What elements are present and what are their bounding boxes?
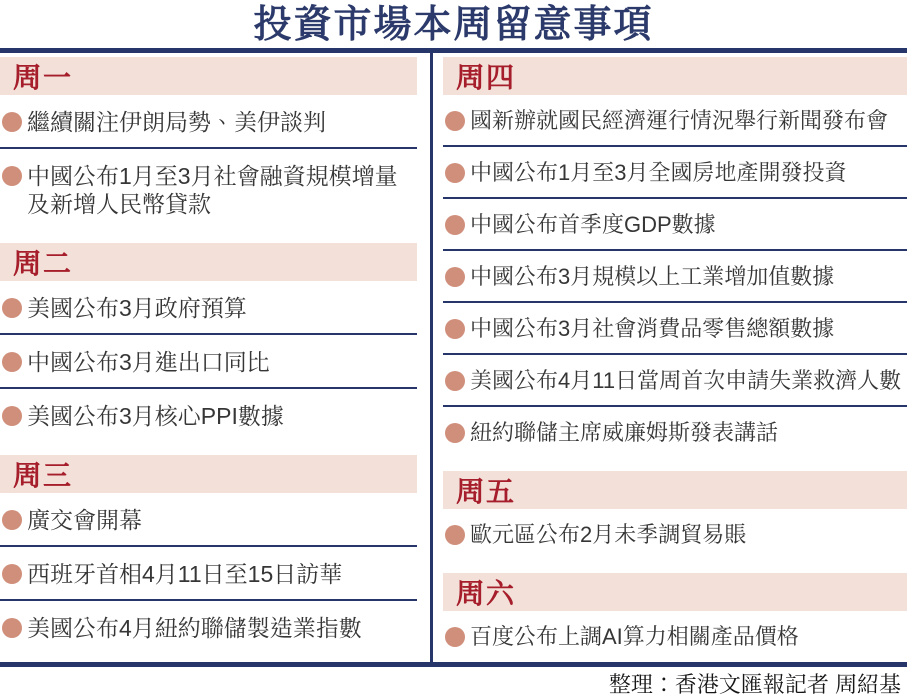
list-item (0, 149, 417, 229)
bullet-icon (445, 319, 465, 339)
list-item (0, 335, 417, 389)
bullet-icon (2, 298, 22, 318)
day-header-saturday (443, 573, 907, 611)
day-label: 周四 (456, 62, 517, 93)
bullet-icon (445, 525, 465, 545)
item-text: 美國公布3月政府預算 (27, 295, 247, 321)
day-header-monday (0, 57, 417, 95)
list-item (0, 601, 417, 653)
list-item (443, 95, 907, 147)
item-text: 西班牙首相4月11日至15日訪華 (27, 561, 343, 587)
item-text: 繼續關注伊朗局勢、美伊談判 (27, 109, 326, 135)
list-item (443, 251, 907, 303)
list-item (443, 355, 907, 407)
day-label: 周三 (13, 460, 74, 491)
list-item (443, 611, 907, 661)
item-text: 歐元區公布2月未季調貿易賬 (470, 522, 747, 547)
day-label: 周二 (13, 248, 74, 279)
list-item (0, 95, 417, 149)
list-item (0, 281, 417, 335)
item-text: 中國公布3月規模以上工業增加值數據 (470, 264, 835, 289)
day-label: 周五 (456, 476, 517, 507)
list-item (443, 407, 907, 457)
right-column (443, 53, 907, 662)
section-monday (0, 57, 417, 229)
bullet-icon (2, 618, 22, 638)
bullet-icon (445, 163, 465, 183)
item-text: 美國公布4月11日當周首次申請失業救濟人數 (470, 368, 902, 393)
bullet-icon (2, 352, 22, 372)
page-title: 投資市場本周留意事項 (253, 4, 654, 46)
day-header-tuesday (0, 243, 417, 281)
day-header-friday (443, 471, 907, 509)
left-column (0, 53, 417, 662)
list-item (443, 303, 907, 355)
bullet-icon (445, 215, 465, 235)
day-label: 周六 (456, 578, 517, 609)
item-text: 中國公布首季度GDP數據 (470, 212, 716, 237)
list-item (0, 493, 417, 547)
footer-credit: 整理：香港文匯報記者 周紹基 (608, 672, 901, 697)
item-text: 中國公布3月進出口同比 (27, 349, 270, 375)
bullet-icon (445, 627, 465, 647)
day-label: 周一 (13, 62, 74, 93)
bullet-icon (2, 564, 22, 584)
day-header-wednesday (0, 455, 417, 493)
item-text: 廣交會開幕 (27, 507, 142, 533)
bullet-icon (2, 510, 22, 530)
item-text: 中國公布3月社會消費品零售總額數據 (470, 316, 835, 341)
item-text: 國新辦就國民經濟運行情況舉行新聞發布會 (470, 108, 889, 133)
list-item (443, 147, 907, 199)
section-wednesday (0, 455, 417, 653)
bullet-icon (2, 112, 22, 132)
bullet-icon (2, 406, 22, 426)
section-tuesday (0, 243, 417, 441)
day-header-thursday (443, 57, 907, 95)
section-friday (443, 471, 907, 559)
bullet-icon (445, 423, 465, 443)
item-text: 美國公布3月核心PPI數據 (27, 403, 284, 429)
section-saturday (443, 573, 907, 661)
list-item (443, 199, 907, 251)
list-item (443, 509, 907, 559)
item-text: 美國公布4月紐約聯儲製造業指數 (27, 615, 362, 641)
bullet-icon (445, 267, 465, 287)
list-item (0, 547, 417, 601)
item-text: 中國公布1月至3月社會融資規模增量及新增人民幣貸款 (27, 163, 398, 217)
item-text: 紐約聯儲主席威廉姆斯發表講話 (470, 420, 779, 445)
list-item (0, 389, 417, 441)
column-divider (430, 53, 433, 662)
content-columns (0, 53, 907, 662)
section-thursday (443, 57, 907, 457)
bullet-icon (445, 371, 465, 391)
bullet-icon (445, 111, 465, 131)
item-text: 百度公布上調AI算力相關產品價格 (470, 624, 799, 649)
bullet-icon (2, 166, 22, 186)
item-text: 中國公布1月至3月全國房地產開發投資 (470, 160, 847, 185)
